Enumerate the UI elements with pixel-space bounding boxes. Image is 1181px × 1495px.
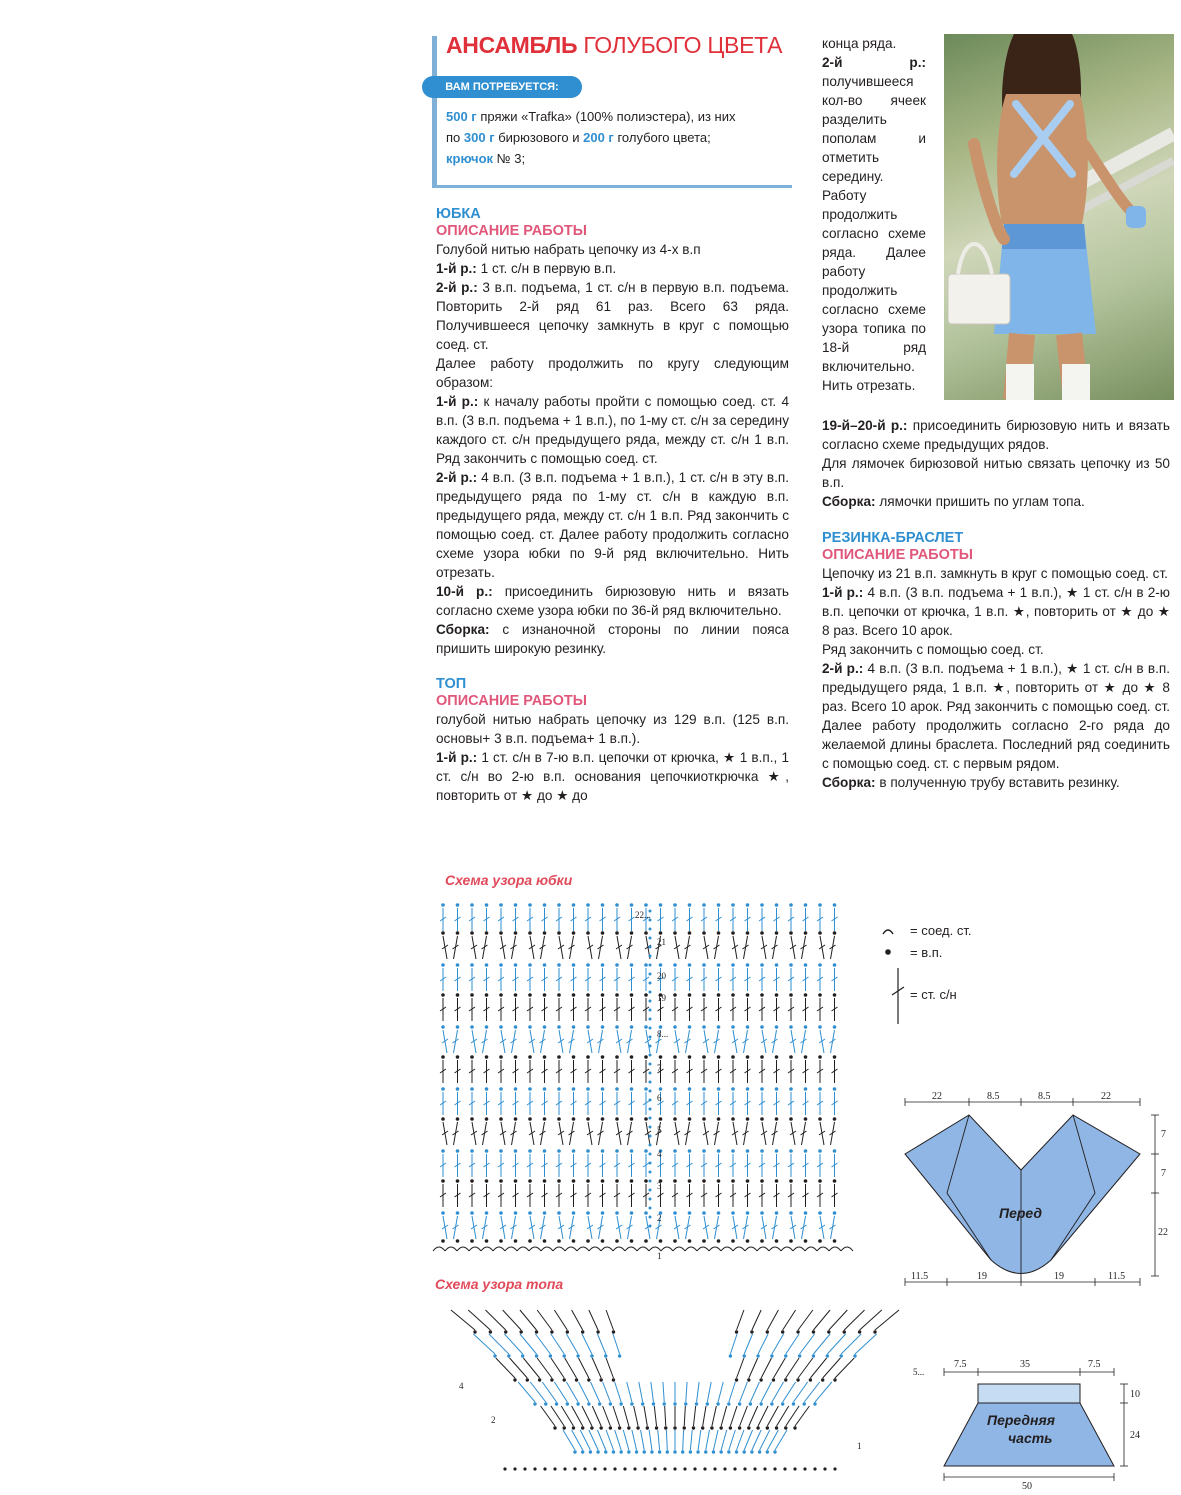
legend-slip-stitch: = соед. ст. [910,923,972,938]
front-dim-side-1: 7 [1161,1129,1166,1140]
skirt-stitch-chart [425,893,855,1268]
skirt-row-number: 19 [657,993,666,1003]
top-straps: Для лямочек бирюзовой нитью связать цепочку из 50 в.п. [822,456,1170,490]
front-dim-side-3: 22 [1158,1227,1168,1238]
bracelet-subheading: ОПИСАНИЕ РАБОТЫ [822,547,973,563]
front-part-dim-top-2: 35 [1020,1359,1030,1370]
materials-list: 500 г пряжи «Trafka» (100% полиэстера), из них по 300 г бирюзового и 200 г голубого цвета; крючок № 3; [446,109,736,166]
skirt-assembly: Сборка: с изнаночной стороны по линии пояса пришить широкую резинку. [436,622,789,656]
skirt-round-2: 2-й р.: 4 в.п. (3 в.п. подъема + 1 в.п.), 1 ст. с/н в эту в.п. предыдущего ряда по 1-му ст. с/н в каждую в.п. предыдущего ряда, между ст. с/н 1 в.п. Ряд закончить с помощью соед. ст. Далее работу продолжить согласно схеме узора юбки по 9-й ряд включительно. Нить отрезать. [436,470,790,580]
front-part-dim-side-2: 24 [1130,1430,1140,1441]
skirt-row-number: 8... [657,1029,669,1039]
bracelet-row-1: 1-й р.: 4 в.п. (3 в.п. подъема + 1 в.п.), ★ 1 ст. с/н в 2-ю в.п. цепочки от крючка, 1 в.п. ★, повторить от ★ до ★ 8 раз. Всего 10 арок. [822,585,1171,638]
skirt-heading: ЮБКА [436,206,481,222]
top-row-number: 2 [491,1415,496,1425]
skirt-continue: Далее работу продолжить по кругу следующим образом: [436,356,789,390]
chain-dot-icon [885,949,891,955]
skirt-row-1: 1-й р.: 1 ст. с/н в первую в.п. [436,261,617,276]
bracelet-heading: РЕЗИНКА-БРАСЛЕТ [822,530,964,546]
front-shape-diagram [895,1082,1170,1297]
front-part-dim-side-1: 10 [1130,1389,1140,1400]
top-row-2: 2-й р.: получившееся кол-во ячеек разделить пополам и отметить середину. Работу продолжить согласно схеме ряда. Далее работу продолжить согласно схеме узора топика по 18-й ряд включительно. Нить отрезать. [822,55,926,393]
front-dim-bottom-3: 19 [1054,1271,1064,1282]
skirt-intro: Голубой нитью набрать цепочку из 4-х в.п [436,242,701,257]
left-column [436,206,789,805]
legend [880,920,1020,1030]
front-part-dim-top-3: 7.5 [1088,1359,1101,1370]
legend-double-crochet: = ст. с/н [910,987,957,1002]
skirt-row-2: 2-й р.: 3 в.п. подъема, 1 ст. с/н в первую в.п. подъема. Повторить 2-й ряд 61 раз. Всего 63 ряда. Получившееся цепочку замкнуть в круг с помощью соед. ст. [436,280,789,352]
box-left-border [432,36,437,188]
bracelet-assembly: Сборка: в полученную трубу вставить резинку. [822,775,1120,790]
top-intro: голубой нитью набрать цепочку из 129 в.п. (125 в.п. основы+ 3 в.п. подъема+ 1 в.п.). [436,712,789,746]
front-part-dim-top-1: 7.5 [954,1359,967,1370]
slip-stitch-icon [883,930,893,934]
photo-illustration [944,34,1174,400]
front-dim-top-1: 22 [932,1091,942,1102]
top-schema-caption: Схема узора топа [435,1276,564,1292]
right-column-wide [822,416,1170,792]
skirt-row-number: 4 [657,1149,662,1159]
front-part-label-1: Передняя [987,1412,1055,1428]
front-dim-bottom-1: 11.5 [911,1271,929,1282]
page-title: АНСАМБЛЬ ГОЛУБОГО ЦВЕТА [446,32,783,58]
right-column-narrow [822,34,926,395]
skirt-round-1: 1-й р.: к началу работы пройти с помощью соед. ст. 4 в.п. (3 в.п. подъема + 1 в.п.), по 1-му ст. с/н за середину каждого ст. с/н предыдущего ряда, между ст. с/н 1 в.п. Ряд закончить с помощью соед. ст. [436,394,790,466]
skirt-subheading: ОПИСАНИЕ РАБОТЫ [436,223,587,239]
top-row-19-20: 19-й–20-й р.: присоединить бирюзовую нить и вязать согласно схеме предыдущих рядов. [822,418,1171,452]
skirt-row-number: 3 [657,1181,662,1191]
skirt-round-10: 10-й р.: присоединить бирюзовую нить и вязать согласно схеме узора юбки по 36-й ряд включительно. [436,584,789,618]
top-stitch-chart [425,1297,935,1477]
front-dim-top-2: 8.5 [987,1091,1000,1102]
skirt-row-number: 2 [657,1213,662,1223]
bracelet-end-note: Ряд закончить с помощью соед. ст. [822,642,1044,657]
skirt-row-number: 5 [657,1125,662,1135]
front-dim-bottom-4: 11.5 [1108,1271,1126,1282]
front-part-label-2: часть [1008,1430,1053,1446]
front-shape [905,1115,1140,1274]
top-heading: ТОП [436,676,467,692]
materials-label: ВАМ ПОТРЕБУЕТСЯ: [422,76,582,98]
front-label: Перед [999,1205,1043,1221]
skirt-row-number: 6 [657,1093,662,1103]
front-dim-top-3: 8.5 [1038,1091,1051,1102]
skirt-row-number: 7 [657,1063,662,1073]
skirt-row-number: 21 [657,937,666,947]
front-dim-bottom-2: 19 [977,1271,987,1282]
model-photo [944,34,1174,400]
top-row-1: 1-й р.: 1 ст. с/н в 7-ю в.п. цепочки от крючка, ★ 1 в.п., 1 ст. с/н во 2-ю в.п. основания цепочкиоткрючка ★, повторить от ★ до ★ до [436,750,790,803]
box-bottom-border [432,185,792,188]
bracelet-intro: Цепочку из 21 в.п. замкнуть в круг с помощью соед. ст. [822,566,1168,581]
double-crochet-icon [892,968,904,1024]
top-row-number: 4 [459,1381,464,1391]
top-assembly: Сборка: лямочки пришить по углам топа. [822,494,1085,509]
legend-chain: = в.п. [910,945,943,960]
skirt-row-number: 1 [657,1251,662,1261]
front-dim-side-2: 7 [1161,1168,1166,1179]
top-row-number: 1 [857,1441,862,1451]
skirt-row-number: 22... [635,910,651,920]
front-part-dim-bottom: 50 [1022,1481,1032,1492]
top-row-1-end: конца ряда. [822,36,897,51]
front-dim-top-4: 22 [1101,1091,1111,1102]
bracelet-row-2: 2-й р.: 4 в.п. (3 в.п. подъема + 1 в.п.), ★ 1 ст. с/н в в.п. предыдущего ряда, 1 в.п. ★, повторить от ★ до ★ 8 раз. Всего 10 арок. Ряд закончить с помощью соед. ст. Далее работу продолжить согласно 2-го ряда до желаемой длины браслета. Последний ряд соединить с помощью соед. ст. с первым рядом. [822,661,1170,771]
top-subheading: ОПИСАНИЕ РАБОТЫ [436,693,587,709]
skirt-schema-caption: Схема узора юбки [445,872,573,888]
top-row-number: 5... [913,1367,925,1377]
front-part-diagram [938,1352,1150,1492]
skirt-row-number: 20 [657,971,666,981]
